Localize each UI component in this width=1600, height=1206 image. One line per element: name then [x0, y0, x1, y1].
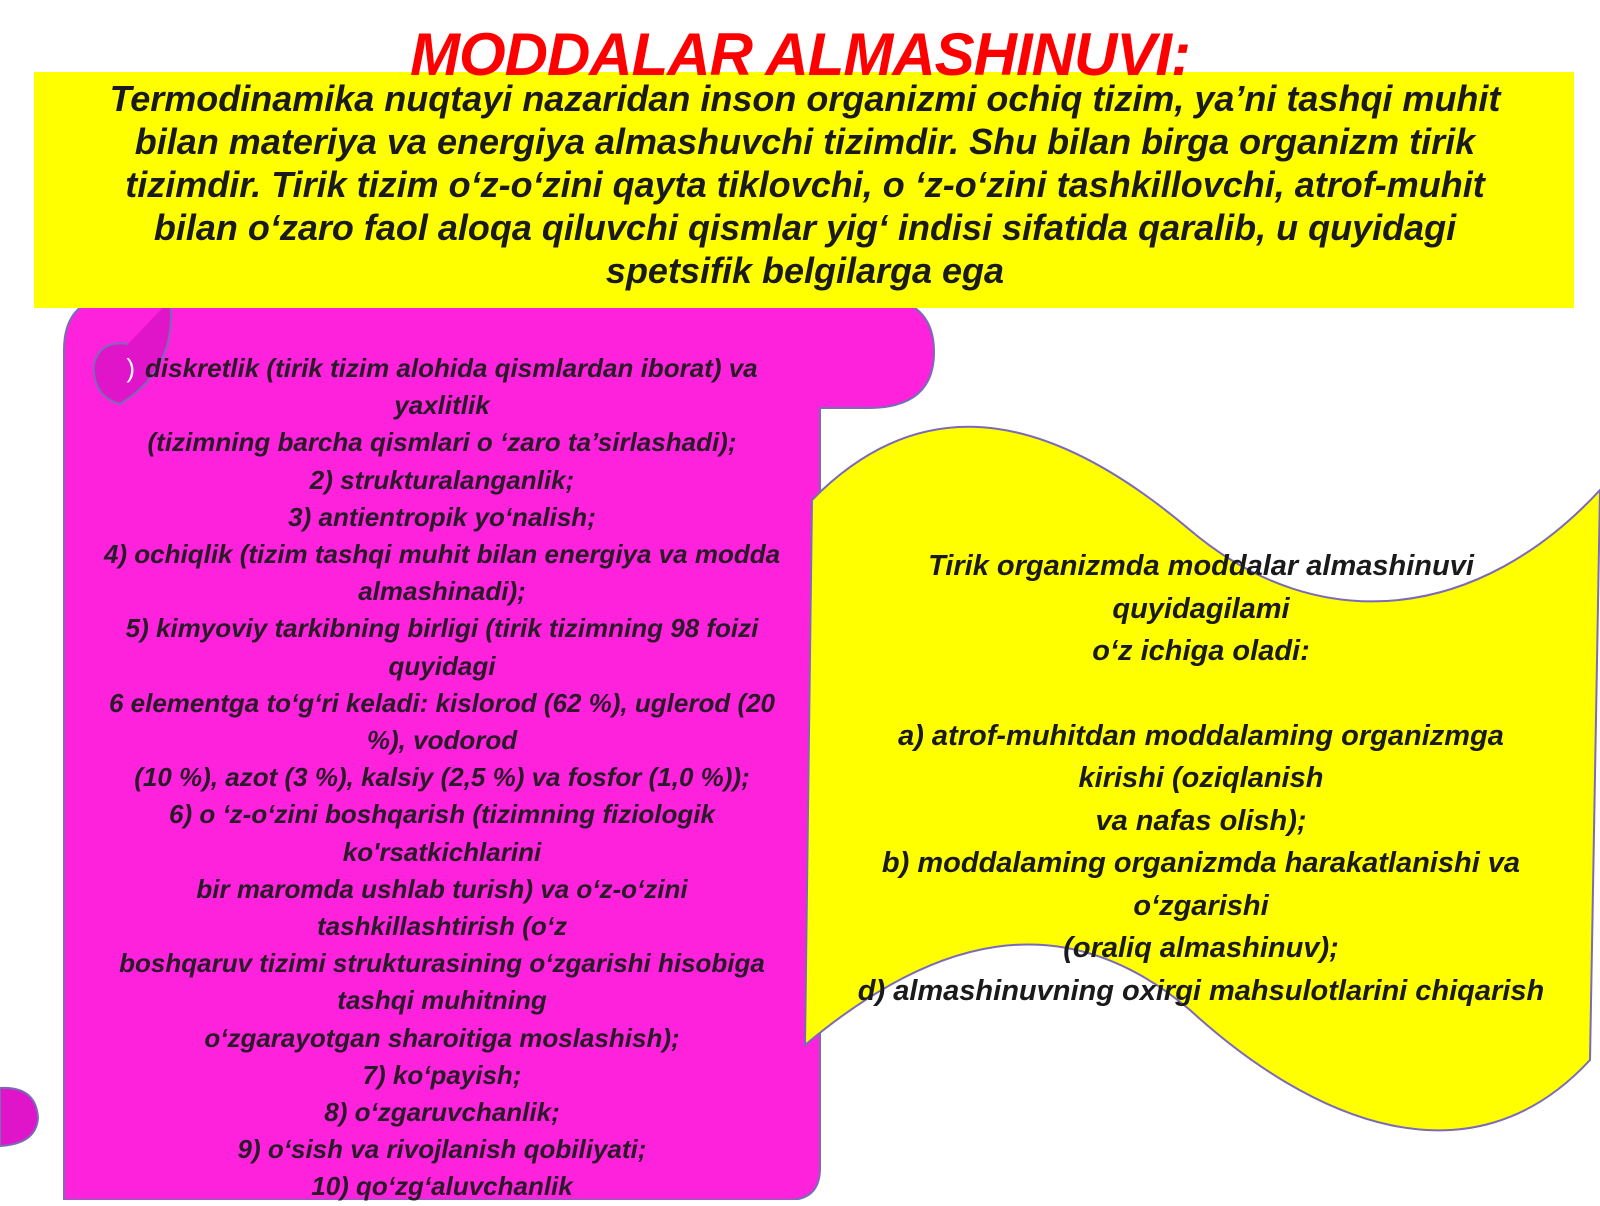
intro-line: bilan o‘zaro faol aloqa qiluvchi qismlar yig‘ indisi sifatida qaralib, u quyidagi: [153, 207, 1457, 248]
bullet-icon: ): [126, 353, 136, 383]
stages-heading: Tirik organizmda moddalar almashinuvi: [928, 550, 1474, 582]
list-item: tashkillashtirish (o‘z: [317, 911, 567, 942]
stages-heading: quyidagilami: [1112, 592, 1290, 625]
list-item: ko'rsatkichlarini: [342, 836, 542, 867]
stage-item: a) atrof-muhitdan moddalaming organizmga: [898, 719, 1504, 752]
stage-item: d) almashinuvning oxirgi mahsulotlarini chiqarish: [857, 974, 1545, 1007]
list-item: (10 %), azot (3 %), kalsiy (2,5 %) va fosfor (1,0 %));: [134, 762, 750, 793]
stage-item: (oraliq almashinuv);: [1063, 932, 1339, 964]
list-item: 7) ko‘payish;: [362, 1059, 522, 1090]
page-title: MODDALAR ALMASHINUVI:: [409, 21, 1191, 88]
intro-line: spetsifik belgilarga ega: [605, 250, 1005, 291]
stages-heading: o‘z ichiga oladi:: [1092, 635, 1310, 667]
intro-line: bilan materiya va energiya almashuvchi tizimdir. Shu bilan birga organizm tirik: [134, 121, 1476, 162]
stage-item: kirishi (oziqlanish: [1078, 762, 1324, 794]
stage-item: va nafas olish);: [1095, 804, 1307, 837]
list-item: %), vodorod: [366, 725, 518, 756]
list-item: o‘zgarayotgan sharoitiga moslashish);: [204, 1022, 680, 1053]
list-item: tashqi muhitning: [337, 985, 547, 1016]
list-item: 6 elementga to‘g‘ri keladi: kislorod (62 %), uglerod (20: [108, 687, 776, 718]
list-item: (tizimning barcha qismlari o ‘zaro ta’sirlashadi);: [147, 427, 737, 458]
list-item: boshqaruv tizimi strukturasining o‘zgarishi hisobiga: [119, 948, 765, 979]
list-item: 10) qo‘zg‘aluvchanlik: [311, 1171, 573, 1202]
stage-item: b) moddalaming organizmda harakatlanishi va: [881, 847, 1521, 879]
intro-paragraph: [50, 77, 1560, 292]
list-item: 8) o‘zgaruvchanlik;: [324, 1097, 560, 1128]
list-item: 5) kimyoviy tarkibning birligi (tirik tizimning 98 foizi: [125, 613, 759, 644]
list-item: 3) antientropik yo‘nalish;: [288, 501, 596, 532]
list-item: 2) strukturalanganlik;: [309, 464, 575, 495]
stage-item: o‘zgarishi: [1133, 889, 1269, 922]
list-item: almashinadi);: [358, 576, 526, 607]
metabolism-stages: [828, 545, 1574, 1012]
list-item-text: diskretlik (tirik tizim alohida qismlardan iborat) va: [145, 353, 758, 383]
intro-line: Termodinamika nuqtayi nazaridan inson organizmi ochiq tizim, ya’ni tashqi muhit: [109, 78, 1501, 119]
properties-list: [78, 350, 806, 1206]
intro-line: tizimdir. Tirik tizim o‘z-o‘zini qayta tiklovchi, o ‘z-o‘zini tashkillovchi, atrof-muhit: [125, 164, 1485, 205]
list-item: 9) o‘sish va rivojlanish qobiliyati;: [237, 1134, 647, 1165]
list-item: bir maromda ushlab turish) va o‘z-o‘zini: [196, 873, 688, 904]
list-item: 4) ochiqlik (tizim tashqi muhit bilan energiya va modda: [103, 539, 781, 570]
spacer: [828, 673, 1574, 715]
list-item: [78, 350, 806, 387]
list-item: yaxlitlik: [394, 390, 490, 421]
list-item: quyidagi: [388, 650, 496, 681]
list-item: 6) o ‘z-o‘zini boshqarish (tizimning fiziologik: [169, 799, 715, 830]
